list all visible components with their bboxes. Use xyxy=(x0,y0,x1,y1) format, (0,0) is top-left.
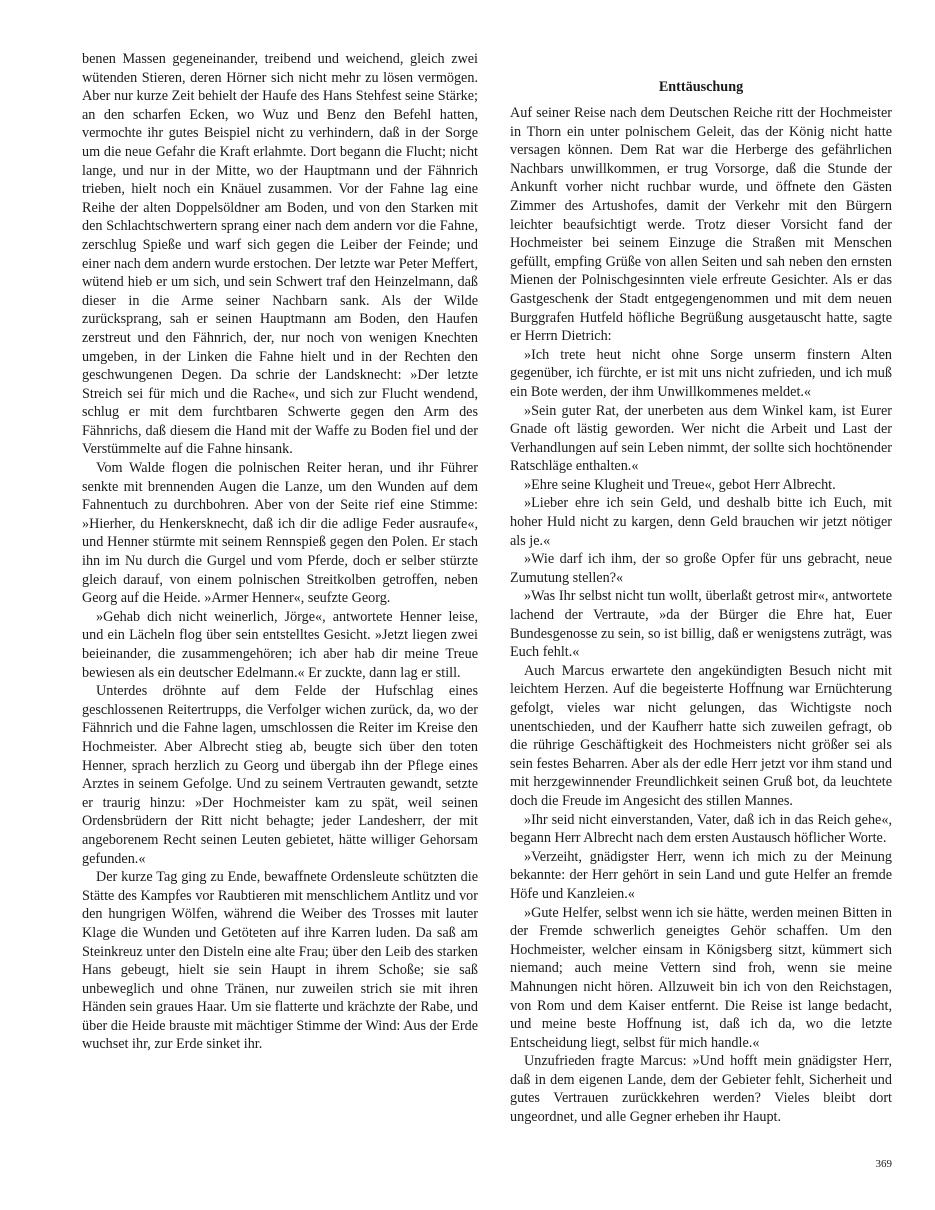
paragraph: »Ich trete heut nicht ohne Sorge unserm finstern Alten gegenüber, ich fürchte, er ist mit uns nicht zufrieden, und ich muß ein Bote werden, der ihm Unwillkommenes meldet.« xyxy=(510,346,892,400)
page-number: 369 xyxy=(875,1158,892,1170)
paragraph: »Wie darf ich ihm, der so große Opfer für uns gebracht, neue Zumutung stellen?« xyxy=(510,551,892,586)
paragraph: Auch Marcus erwartete den angekündigten Besuch nicht mit leichtem Herzen. Auf die begeisterte Hoffnung war Ernüchterung gefolgt, vieles war nicht gelungen, das Wichtigste noch unentschieden, und der Kaufherr hatte sich zuweilen gefragt, ob die rührige Geschäftigkeit des Hochmeisters nicht größer sei als sein festes Beharren. Aber als der edle Herr jetzt vor ihm stand und mit herzgewinnender Freundlichkeit seinen Gruß bot, da leuchtete doch die Freude im Angesicht des stillen Mannes. xyxy=(510,662,892,809)
paragraph: »Ihr seid nicht einverstanden, Vater, daß ich in das Reich gehe«, begann Herr Albrecht nach dem ersten Austausch höflicher Worte. xyxy=(510,811,892,847)
paragraph: »Gute Helfer, selbst wenn ich sie hätte, werden meinen Bitten in der Fremde schwerlich geneigtes Gehör schaffen. Um den Hochmeister, welcher einsam in Königsberg sitzt, kümmert sich niemand; auch meine Vettern sind froh, wenn sie meine Mahnungen nicht hören. Allzuweit bin ich von den Reichstagen, von Rom und dem Kaiser entfernt. Die Reise ist lange bedacht, und meine beste Hoffnung ist, daß ich da, wo die letzte Entscheidung liegt, selbst für mich handle.« xyxy=(510,904,892,1051)
right-column xyxy=(510,78,892,1127)
paragraph: Unterdes dröhnte auf dem Felde der Hufschlag eines geschlossenen Reitertrupps, die Verfolger wichen zurück, da, wo der Fähnrich und die Fahne lagen, umschlossen die Reiter im Kreise den Hochmeister. Aber Albrecht stieg ab, beugte sich über den toten Henner, sprach herzlich zu Georg und übergab ihn der Pflege eines Arztes in seinem Gefolge. Und zu seinem Vertrauten gewandt, setzte er traurig hinzu: »Der Hochmeister kam zu spät, weil seinen Ordensbrüdern der Ritt nicht behagte; jeder Landesherr, der mit angeborenem Recht seinen Leuten gebietet, hätte williger Gehorsam gefunden.« xyxy=(82,683,478,867)
paragraph: benen Massen gegeneinander, treibend und weichend, gleich zwei wütenden Stieren, deren Hörner sich nicht mehr zu lösen vermögen. Aber nur kurze Zeit behielt der Haufe des Hans Stehfest seine Stärke; an den scharfen Ecken, wo Wuz und Benz den Befehl hatten, vermochte ihr gutes Beispiel nicht zu verhindern, daß in der Sorge um die neue Gefahr die Kraft erlahmte. Dort begann die Flucht; nicht lange, und nur in der Mitte, wo der Hauptmann und der Fähnrich trieben, hielt noch ein Knäuel zusammen. Vor der Fahne lag eine Reihe der alten Doppelsöldner am Boden, und von den Starken mit den Schlachtschwertern sprang einer nach dem andern vor die Fahne, zerschlug Spieße und warf sich gegen die Leiber der Feinde; und einer nach dem andern wurde erstochen. Der letzte war Peter Meffert, wütend hieb er um sich, und sein Schwert traf den Heinzelmann, daß dieser in die Arme seiner Nachbarn sank. Als der Wilde zurücksprang, sah er seinen Hauptmann am Boden, den Haufen zerstreut und den Fähnrich, der, nur noch von wenigen Knechten umgeben, in der Linken die Fahne hielt und in der Rechten den geschwungenen Degen. Da schrie der Landsknecht: »Der letzte Streich sei für mich und die Rache«, und sich zur Flucht wendend, schlug er mit dem furchtbaren Schwerte gegen den Arm des Fähnrichs, daß diesem die Hand mit der Waffe zu Boden fiel und der Verstümmelte auf die Fahne hinsank. xyxy=(82,51,479,458)
left-column xyxy=(82,50,478,1054)
paragraph: »Verzeiht, gnädigster Herr, wenn ich mich zu der Meinung bekannte: der Herr gehört in sein Land und gute Helfer an fremde Höfe und Kanzleien.« xyxy=(510,848,892,902)
paragraph: Unzufrieden fragte Marcus: »Und hofft mein gnädigster Herr, daß in dem eigenen Lande, dem der Gebieter fehlt, Sicherheit und gutes Vertrauen zurückkehren werden? Vieles bleibt dort ungeordnet, und alle Gegner erheben ihr Haupt. xyxy=(510,1053,892,1126)
paragraph: »Gehab dich nicht weinerlich, Jörge«, antwortete Henner leise, und ein Lächeln flog über sein entstelltes Gesicht. »Jetzt liegen zwei beieinander, die zusammengehören; ich aber hab dir meine Treue bewiesen als ein deutscher Edelmann.« Er zuckte, dann lag er still. xyxy=(82,608,478,681)
paragraph: Der kurze Tag ging zu Ende, bewaffnete Ordensleute schützten die Stätte des Kampfes vor Raubtieren mit menschlichem Antlitz und vor den hungrigen Wölfen, während die Weiber des Trosses mit lauter Klage die Wunden und Getöteten auf ihre Karren luden. Da saß am Steinkreuz unter den Disteln eine alte Frau; über den Leib des starken Hans gebeugt, hielt sie sein Haupt in ihrem Schoße; sie saß unbeweglich und ohne Tränen, nur zuweilen strich sie mit ihren Händen sein graues Haar. Um sie flatterte und krächzte der Rabe, und über die Heide brauste mit mächtiger Stimme der Wind: Aus der Erde wuchset ihr, zur Erde sinket ihr. xyxy=(82,869,478,1053)
paragraph: »Was Ihr selbst nicht tun wollt, überlaßt getrost mir«, antwortete lachend der Vertraute, »da der Bürger die Ehre hat, Euer Bundesgenosse zu sein, so ist billig, daß er wenigstens zuträgt, was Euch fehlt.« xyxy=(510,588,892,661)
chapter-heading: Enttäuschung xyxy=(658,79,744,95)
paragraph: »Ehre seine Klugheit und Treue«, gebot Herr Albrecht. xyxy=(524,476,836,493)
paragraph: »Lieber ehre ich sein Geld, und deshalb bitte ich Euch, mit hoher Huld nicht zu kargen, denn Geld brauchen wir jetzt nötiger als je.« xyxy=(510,495,892,549)
paragraph: »Sein guter Rat, der unerbeten aus dem Winkel kam, ist Eurer Gnade oft lästig geworden. Wer nicht die Arbeit und Last der Verhandlungen auf sein Leben nimmt, der sollte sich hochtönender Ratschläge enthalten.« xyxy=(510,402,892,475)
paragraph: Auf seiner Reise nach dem Deutschen Reiche ritt der Hochmeister in Thorn ein unter polnischem Geleit, das der König nicht hatte versagen können. Dem Rat war die Herberge des gefährlichen Nachbars unwillkommen, er trug Vorsorge, daß die Stunde der Ankunft vorher nicht ruchbar wurde, und öffnete den Gästen Zimmer des Artushofes, damit der Verkehr mit den Bürgern leichter beaufsichtigt werde. Trotz dieser Vorsicht fand der Hochmeister bei seinem Einzuge die Straßen mit Menschen gefüllt, empfing Grüße von allen Seiten und sah neben den ernsten Mienen der Polnischgesinnten viele erfreute Gesichter. Als er das Gastgeschenk der Stadt entgegengenommen und mit dem neuen Burggrafen Hutfeld höfliche Begrüßung ausgetauscht hatte, sagte er Herrn Dietrich: xyxy=(510,105,892,345)
paragraph: Vom Walde flogen die polnischen Reiter heran, und ihr Führer senkte mit brennenden Augen die Lanze, um den Wunden auf dem Fahnentuch zu durchbohren. Aber von der Seite rief eine Stimme: »Hierher, du Henkersknecht, daß ich dir die adlige Feder ausraufe«, und Henner stürmte mit seinem Rennspieß gegen den Polen. Er stach ihn im Nu durch die Gurgel und vom Pferde, doch er selber stürzte gleich darauf, von einem polnischen Streitkolben getroffen, neben Georg auf die Heide. »Armer Henner«, seufzte Georg. xyxy=(82,460,478,607)
